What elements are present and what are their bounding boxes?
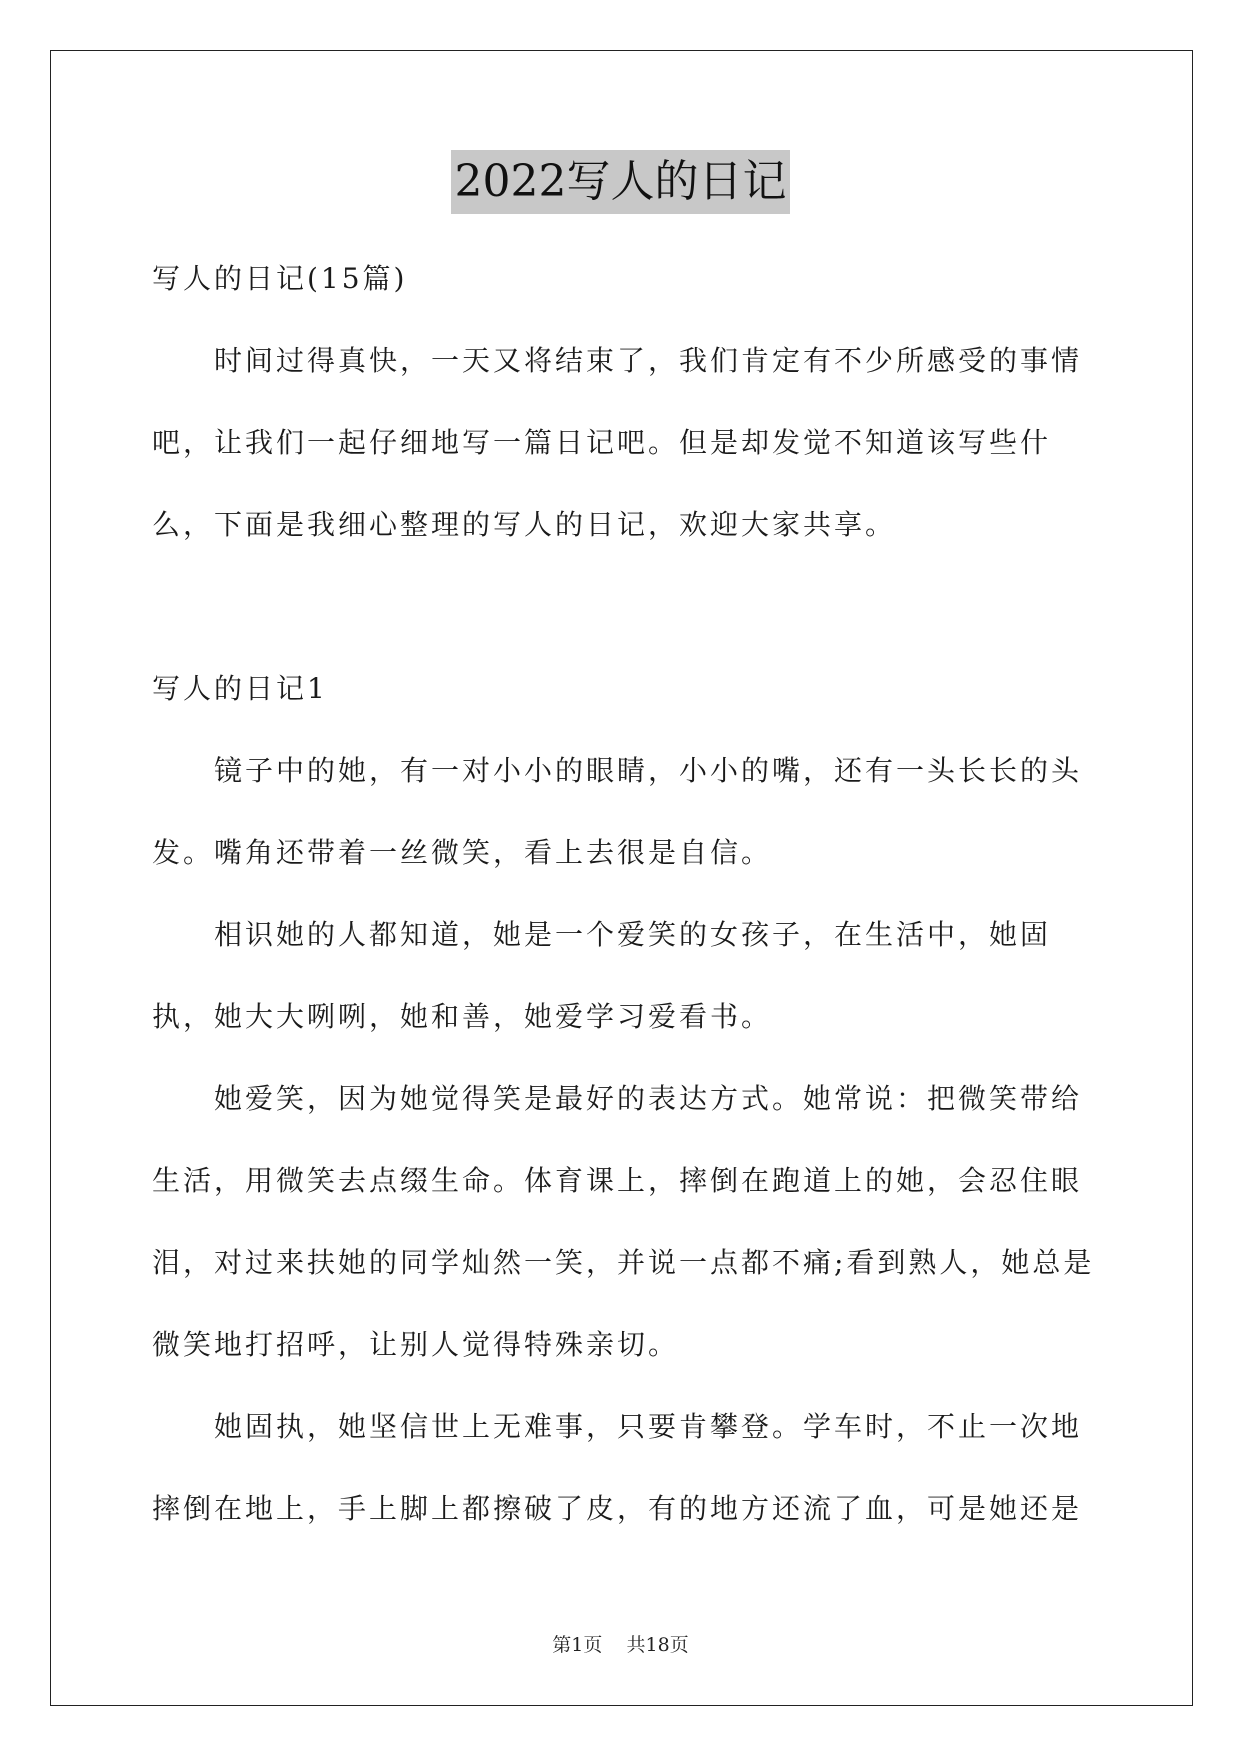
body-paragraph-3: 她爱笑，因为她觉得笑是最好的表达方式。她常说：把微笑带给生活，用微笑去点缀生命。体育课上，摔倒在跑道上的她，会忍住眼泪，对过来扶她的同学灿然一笑，并说一点都不痛;看到熟人，她总是微笑地打招呼，让别人觉得特殊亲切。: [152, 1082, 1095, 1361]
section-heading: 写人的日记1: [152, 672, 328, 705]
document-title: 2022写人的日记: [451, 150, 791, 214]
page-total: 共18页: [626, 1634, 689, 1656]
body-paragraph-1: 镜子中的她，有一对小小的眼睛，小小的嘴，还有一头长长的头发。嘴角还带着一丝微笑，看上去很是自信。: [152, 754, 1083, 869]
page-number: 第1页: [552, 1634, 603, 1656]
section-spacer: [152, 566, 1097, 648]
intro-paragraph: 时间过得真快，一天又将结束了，我们肯定有不少所感受的事情吧，让我们一起仔细地写一篇日记吧。但是却发觉不知道该写些什么，下面是我细心整理的写人的日记，欢迎大家共享。: [152, 344, 1083, 541]
title-area: [0, 150, 1241, 214]
document-body: [152, 238, 1097, 1550]
subtitle: 写人的日记(15篇): [152, 262, 408, 295]
page-footer: [0, 1630, 1241, 1657]
body-paragraph-4: 她固执，她坚信世上无难事，只要肯攀登。学车时，不止一次地摔倒在地上，手上脚上都擦破了皮，有的地方还流了血，可是她还是: [152, 1410, 1083, 1525]
body-paragraph-2: 相识她的人都知道，她是一个爱笑的女孩子，在生活中，她固执，她大大咧咧，她和善，她爱学习爱看书。: [152, 918, 1052, 1033]
